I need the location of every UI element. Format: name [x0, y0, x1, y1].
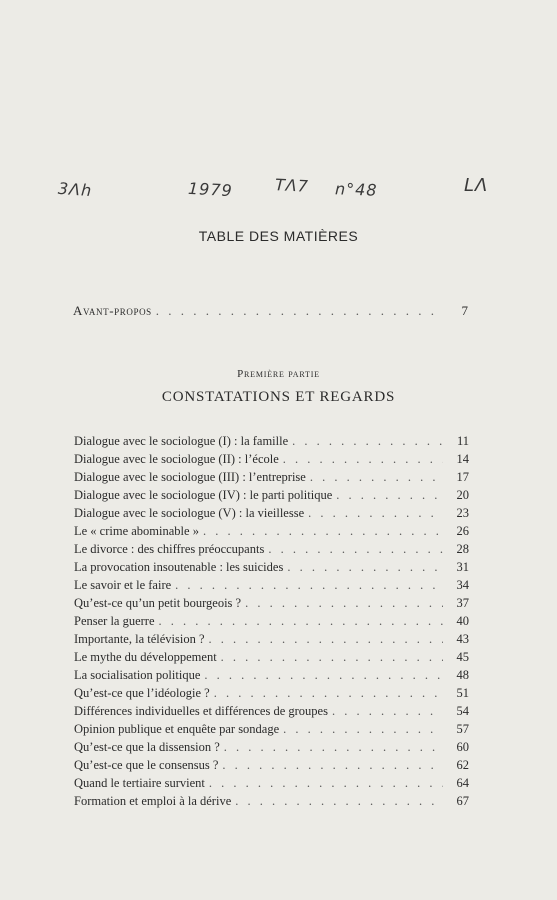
toc-page-number: 51	[456, 686, 469, 700]
toc-page-number: 62	[456, 758, 469, 772]
toc-entry	[74, 542, 469, 560]
toc-entry	[74, 776, 469, 794]
toc-page-number: 17	[456, 470, 469, 484]
dot-leader	[310, 470, 443, 485]
toc-list	[74, 434, 469, 812]
dot-leader	[308, 506, 443, 521]
toc-entry	[74, 758, 469, 776]
toc-page-number: 67	[456, 794, 469, 808]
dot-leader	[203, 524, 443, 539]
dot-leader	[283, 452, 443, 467]
toc-entry-text: Quand le tertiaire survient	[74, 776, 205, 790]
toc-entry	[74, 614, 469, 632]
dot-leader	[332, 704, 443, 719]
part-label: Première partie	[237, 368, 320, 380]
toc-entry-text: Qu’est-ce que la dissension ?	[74, 740, 220, 754]
toc-page-number: 43	[456, 632, 469, 646]
dot-leader	[268, 542, 443, 557]
toc-entry-text: Importante, la télévision ?	[74, 632, 205, 646]
toc-entry-text: Avant-propos	[73, 303, 152, 318]
toc-entry-text: Le « crime abominable »	[74, 524, 199, 538]
dot-leader	[175, 578, 443, 593]
toc-entry-text: Dialogue avec le sociologue (III) : l’entreprise	[74, 470, 306, 484]
toc-page-number: 23	[456, 506, 469, 520]
handwritten-note: n°48	[334, 179, 378, 200]
handwritten-note: LΛ	[464, 175, 489, 196]
dot-leader	[221, 650, 443, 665]
handwritten-note: 1979	[187, 178, 234, 201]
page-title: TABLE DES MATIÈRES	[198, 228, 359, 244]
toc-page-number: 26	[456, 524, 469, 538]
toc-entry-text: Qu’est-ce que l’idéologie ?	[74, 686, 210, 700]
toc-entry	[74, 488, 469, 506]
toc-entry	[74, 650, 469, 668]
dot-leader	[287, 560, 443, 575]
toc-page-number: 7	[461, 303, 468, 318]
toc-entry-text: Penser la guerre	[74, 614, 155, 628]
toc-entry-text: Dialogue avec le sociologue (I) : la famille	[74, 434, 289, 448]
dot-leader	[245, 596, 443, 611]
toc-entry	[74, 722, 469, 740]
toc-entry	[74, 506, 469, 524]
dot-leader	[159, 614, 443, 629]
toc-page-number: 57	[456, 722, 469, 736]
toc-entry-text: Dialogue avec le sociologue (II) : l’école	[74, 452, 279, 466]
toc-page-number: 31	[456, 560, 469, 574]
toc-entry	[74, 686, 469, 704]
part-title: CONSTATATIONS ET REGARDS	[161, 389, 396, 405]
toc-entry	[74, 596, 469, 614]
dot-leader	[336, 488, 443, 503]
toc-entry	[74, 524, 469, 542]
toc-page-number: 34	[456, 578, 469, 592]
toc-page-number: 20	[456, 488, 469, 502]
toc-entry-text: Le savoir et le faire	[74, 578, 172, 592]
toc-entry	[74, 578, 469, 596]
dot-leader	[292, 434, 443, 449]
toc-entry	[74, 470, 469, 488]
toc-page-number: 60	[456, 740, 469, 754]
toc-page-number: 28	[456, 542, 469, 556]
toc-page-number: 40	[456, 614, 469, 628]
dot-leader	[156, 303, 442, 319]
toc-entry-text: Opinion publique et enquête par sondage	[74, 722, 280, 736]
toc-entry-text: Formation et emploi à la dérive	[74, 794, 232, 808]
toc-page-number: 37	[456, 596, 469, 610]
toc-entry-text: Qu’est-ce qu’un petit bourgeois ?	[74, 596, 242, 610]
toc-entry	[74, 560, 469, 578]
toc-entry	[74, 740, 469, 758]
toc-page-number: 14	[456, 452, 469, 466]
toc-page-number: 11	[456, 434, 469, 448]
toc-page-number: 48	[456, 668, 469, 682]
toc-entry-text: La provocation insoutenable : les suicides	[74, 560, 284, 574]
dot-leader	[209, 776, 443, 791]
toc-entry-text: Le divorce : des chiffres préoccupants	[74, 542, 265, 556]
toc-entry-text: Le mythe du développement	[74, 650, 217, 664]
dot-leader	[214, 686, 443, 701]
toc-entry-text: La socialisation politique	[74, 668, 201, 682]
toc-entry-text: Différences individuelles et différences de groupes	[74, 704, 328, 718]
toc-page-number: 45	[456, 650, 469, 664]
toc-entry	[74, 668, 469, 686]
toc-entry-text: Qu’est-ce que le consensus ?	[74, 758, 219, 772]
toc-page-number: 64	[456, 776, 469, 790]
toc-entry	[74, 632, 469, 650]
dot-leader	[209, 632, 443, 647]
dot-leader	[224, 740, 443, 755]
toc-entry	[74, 794, 469, 812]
toc-entry-text: Dialogue avec le sociologue (V) : la vieillesse	[74, 506, 305, 520]
dot-leader	[283, 722, 443, 737]
toc-entry	[74, 452, 469, 470]
dot-leader	[204, 668, 443, 683]
toc-page-number: 54	[456, 704, 469, 718]
toc-entry-text: Dialogue avec le sociologue (IV) : le parti politique	[74, 488, 333, 502]
handwritten-note: TΛ7	[274, 175, 310, 196]
toc-entry	[74, 434, 469, 452]
dot-leader	[235, 794, 443, 809]
handwritten-note: 3Λh	[57, 178, 93, 201]
toc-entry-avant-propos	[73, 303, 468, 319]
dot-leader	[222, 758, 443, 773]
toc-entry	[74, 704, 469, 722]
